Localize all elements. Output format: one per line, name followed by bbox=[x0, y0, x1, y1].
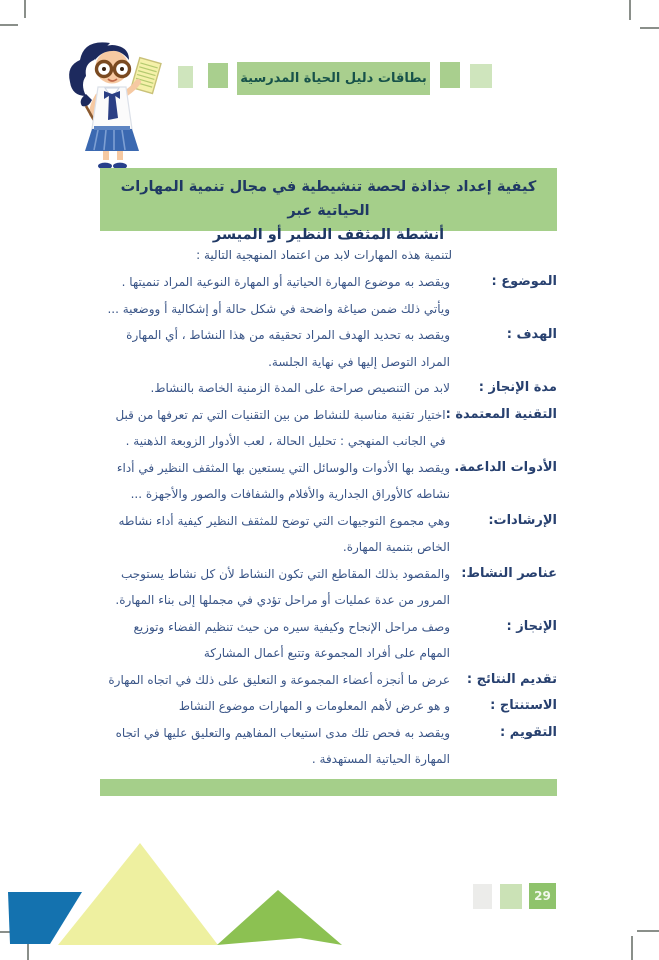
intro-line: لتنمية هذه المهارات لابد من اعتماد المنهجية التالية : bbox=[196, 248, 452, 262]
crop-mark-top-right-v bbox=[629, 0, 631, 20]
section-row-technique bbox=[100, 402, 557, 455]
deco-square bbox=[440, 62, 460, 88]
section-row-topic bbox=[100, 269, 557, 322]
page-number-badge bbox=[529, 883, 556, 909]
page-title-line2: أنشطة المثقف النظير أو الميسر bbox=[212, 227, 445, 243]
crop-mark-top-right-h bbox=[640, 27, 659, 29]
section-label: الإرشادات: bbox=[488, 512, 557, 528]
section-text: ويقصد به موضوع المهارة الحياتية أو المهارة النوعية المراد تنميتها . ويأتي ذلك ضمن صياغة واضحة في شكل حالة أو إشكالية أ ووضعية ... bbox=[107, 275, 450, 316]
section-row-conclusion bbox=[100, 693, 557, 720]
page-number: 29 bbox=[534, 889, 551, 903]
crop-mark-top-left-v bbox=[24, 0, 26, 18]
section-row-results bbox=[100, 667, 557, 694]
section-label: تقديم النتائج : bbox=[466, 671, 557, 687]
section-label: مدة الإنجاز : bbox=[478, 380, 557, 395]
section-row-elements bbox=[100, 561, 557, 614]
deco-square bbox=[500, 884, 522, 909]
separator-bar bbox=[100, 779, 557, 796]
schoolgirl-illustration bbox=[50, 36, 168, 170]
section-text: اختيار تقنية مناسبة للنشاط من بين التقنيات التي تم تعرفها من قبل في الجانب المنهجي : تحليل الحالة ، لعب الأدوار الزوبعة الذهنية . bbox=[115, 407, 446, 448]
section-text: ويقصد بها الأدوات والوسائل التي يستعين بها المثقف النظير في أداء نشاطه كالأوراق الجدارية والأفلام والشفافات والصور والأجهزة ... bbox=[116, 460, 450, 501]
section-label: الموضوع : bbox=[491, 274, 557, 289]
section-text: وهي مجموع التوجيهات التي توضح للمثقف النظير كيفية أداء نشاطه الخاص بتنمية المهارة. bbox=[118, 513, 450, 554]
deco-square bbox=[470, 64, 492, 88]
page-title bbox=[100, 168, 557, 243]
header-banner-title: بطاقات دليل الحياة المدرسية bbox=[240, 71, 427, 86]
section-row-guidelines bbox=[100, 508, 557, 561]
section-label: عناصر النشاط: bbox=[461, 565, 557, 581]
section-row-duration bbox=[100, 375, 557, 402]
deco-square bbox=[208, 63, 228, 88]
section-label: التقنية المعتمدة : bbox=[445, 406, 557, 422]
deco-square bbox=[473, 884, 492, 909]
header-banner bbox=[237, 62, 430, 95]
section-row-tools bbox=[100, 455, 557, 508]
footer-triangles-decoration bbox=[0, 840, 659, 960]
section-label: الاستنتاج : bbox=[490, 698, 557, 713]
crop-mark-top-left-h bbox=[0, 24, 18, 26]
section-row-execution bbox=[100, 614, 557, 667]
body-content bbox=[100, 242, 557, 773]
section-row-evaluation bbox=[100, 720, 557, 773]
page-title-line1: كيفية إعداد جذاذة لحصة تنشيطية في مجال تنمية المهارات الحياتية عبر bbox=[120, 179, 537, 219]
section-text: و هو عرض لأهم المعلومات و المهارات موضوع النشاط bbox=[178, 699, 450, 713]
section-label: التقويم : bbox=[500, 724, 557, 740]
section-label: الأدوات الداعمة. bbox=[454, 459, 557, 475]
section-text: لابد من التنصيص صراحة على المدة الزمنية الخاصة بالنشاط. bbox=[150, 381, 450, 395]
section-label: الإنجاز : bbox=[506, 618, 557, 634]
deco-square bbox=[178, 66, 193, 88]
section-text: وصف مراحل الإنجاح وكيفية سيره من حيث تنظيم الفضاء وتوزيع المهام على أفراد المجموعة وتتبع أعمال المشاركة bbox=[133, 619, 450, 660]
section-text: والمقصود بذلك المقاطع التي تكون النشاط لأن كل نشاط يستوجب المرور من عدة عمليات أو مراحل تؤدي في مجملها إلى بناء المهارة. bbox=[115, 566, 450, 607]
section-text: عرض ما أنجزه أعضاء المجموعة و التعليق على ذلك في اتجاه المهارة bbox=[108, 672, 450, 687]
section-text: ويقصد به تحديد الهدف المراد تحقيقه من هذا النشاط ، أي المهارة المراد التوصل إليها في نهاية الجلسة. bbox=[126, 328, 450, 369]
section-label: الهدف : bbox=[506, 327, 557, 342]
section-text: ويقصد به فحص تلك مدى استيعاب المفاهيم والتعليق عليها في اتجاه المهارة الحياتية المستهدفة . bbox=[115, 725, 450, 766]
section-row-goal bbox=[100, 322, 557, 375]
